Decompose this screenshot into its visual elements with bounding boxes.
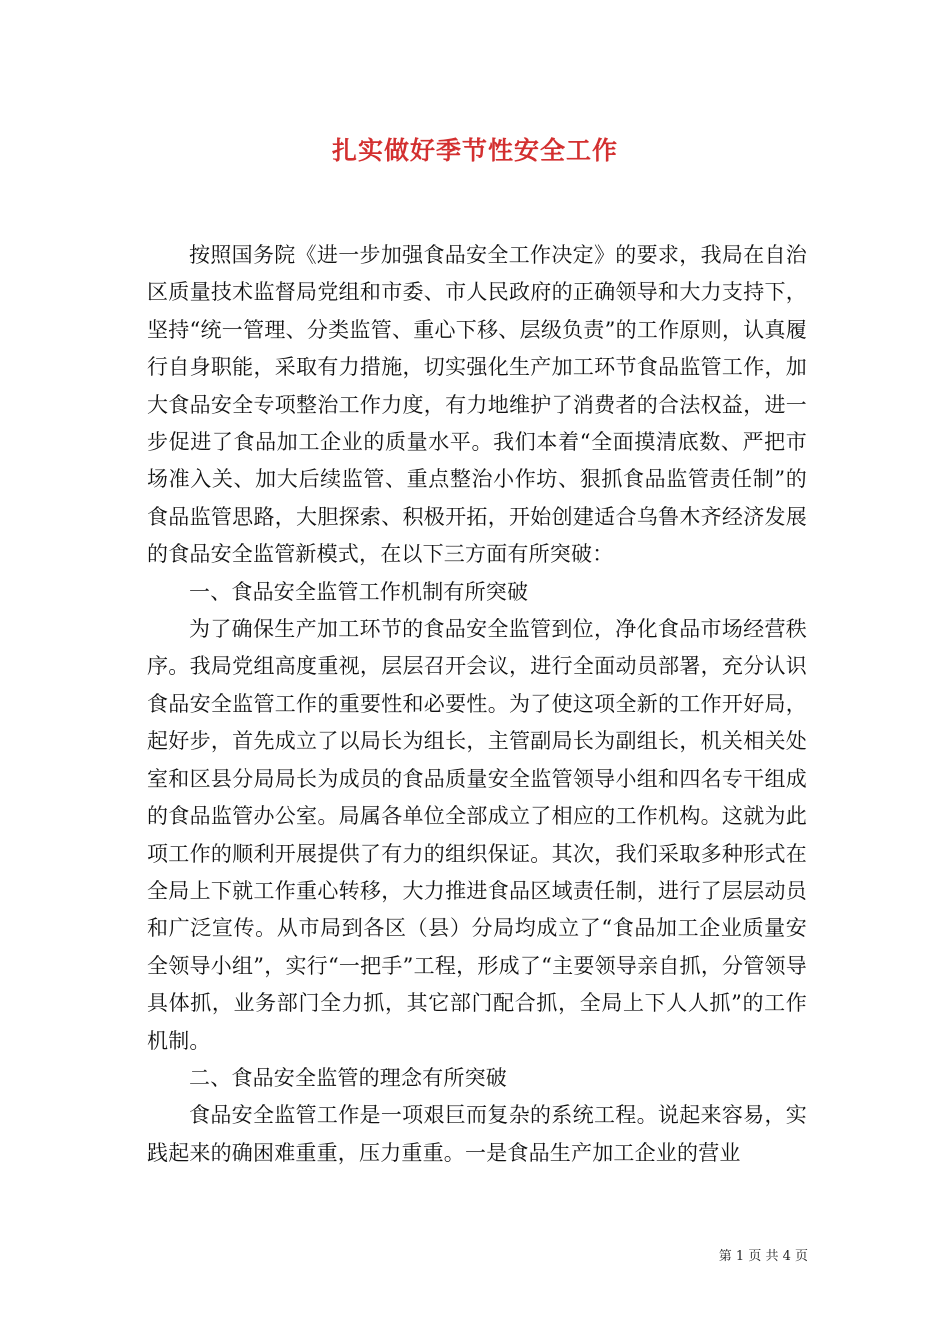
document-title: 扎实做好季节性安全工作 <box>331 136 618 165</box>
paragraph-section-2: 食品安全监管工作是一项艰巨而复杂的系统工程。说起来容易，实践起来的确困难重重，压力重重。一是食品生产加工企业的营业 <box>147 1103 807 1165</box>
page-number-footer: 第 1 页 共 4 页 <box>718 1249 808 1264</box>
document-body <box>147 237 807 1172</box>
paragraph-intro: 按照国务院《进一步加强食品安全工作决定》的要求，我局在自治区质量技术监督局党组和市委、市人民政府的正确领导和大力支持下，坚持“统一管理、分类监管、重心下移、层级负责”的工作原则，认真履行自身职能，采取有力措施，切实强化生产加工环节食品监管工作，加大食品安全专项整治工作力度，有力地维护了消费者的合法权益，进一步促进了食品加工企业的质量水平。我们本着“全面摸清底数、严把市场准入关、加大后续监管、重点整治小作坊、狠抓食品监管责任制”的食品监管思路，大胆探索、积极开拓，开始创建适合乌鲁木齐经济发展的食品安全监管新模式，在以下三方面有所突破： <box>147 243 807 567</box>
section-heading-2: 二、食品安全监管的理念有所突破 <box>189 1065 507 1090</box>
paragraph-section-1: 为了确保生产加工环节的食品安全监管到位，净化食品市场经营秩序。我局党组高度重视，层层召开会议，进行全面动员部署，充分认识食品安全监管工作的重要性和必要性。为了使这项全新的工作开好局，起好步，首先成立了以局长为组长，主管副局长为副组长，机关相关处室和区县分局局长为成员的食品质量安全监管领导小组和四名专干组成的食品监管办公室。局属各单位全部成立了相应的工作机构。这就为此项工作的顺利开展提供了有力的组织保证。其次，我们采取多种形式在全局上下就工作重心转移，大力推进食品区域责任制，进行了层层动员和广泛宣传。从市局到各区（县）分局均成立了“食品加工企业质量安全领导小组”，实行“一把手”工程，形成了“主要领导亲自抓，分管领导具体抓，业务部门全力抓，其它部门配合抓，全局上下人人抓”的工作机制。 <box>147 617 807 1053</box>
section-heading-1: 一、食品安全监管工作机制有所突破 <box>189 579 529 604</box>
